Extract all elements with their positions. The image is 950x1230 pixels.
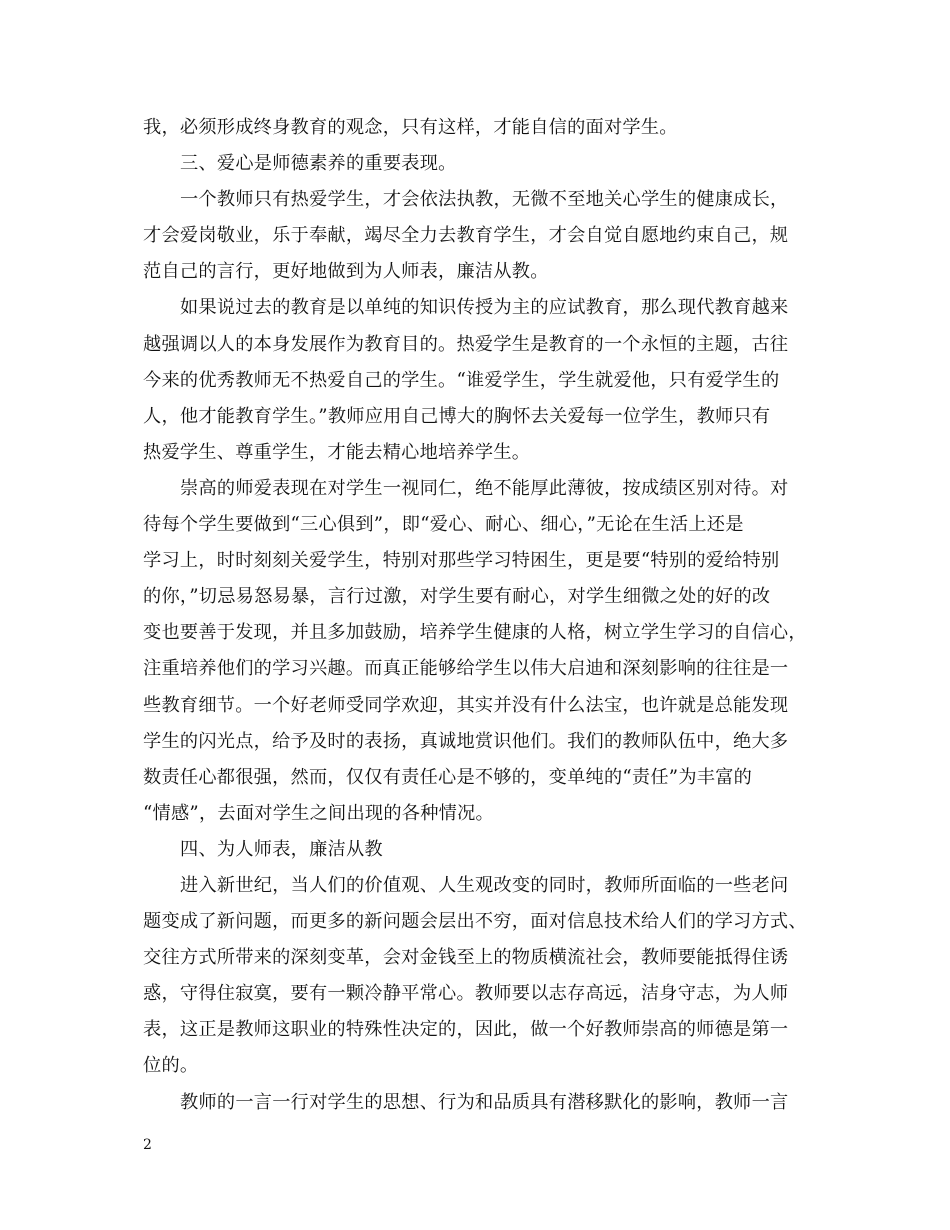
text-line: 崇高的师爱表现在对学生一视同仁，绝不能厚此薄彼，按成绩区别对待。对 bbox=[180, 477, 789, 499]
text-line: 题变成了新问题，而更多的新问题会层出不穷，面对信息技术给人们的学习方式、 bbox=[143, 911, 807, 933]
text-line: 越强调以人的本身发展作为教育目的。热爱学生是教育的一个永恒的主题，古往 bbox=[143, 333, 789, 355]
text-line: 我，必须形成终身教育的观念，只有这样，才能自信的面对学生。 bbox=[143, 117, 678, 138]
text-line: 惑，守得住寂寞，要有一颗冷静平常心。教师要以志存高远，洁身守志，为人师 bbox=[143, 983, 789, 1005]
text-line: 注重培养他们的学习兴趣。而真正能够给学生以伟大启迪和深刻影响的往往是一 bbox=[143, 658, 789, 680]
text-line: 进入新世纪，当人们的价值观、人生观改变的同时，教师所面临的一些老问 bbox=[180, 874, 789, 896]
text-line: “情感”，去面对学生之间出现的各种情况。 bbox=[143, 802, 494, 824]
text-line: 些教育细节。一个好老师受同学欢迎，其实并没有什么法宝，也许就是总能发现 bbox=[143, 694, 789, 716]
text-line: 学习上，时时刻刻关爱学生，特别对那些学习特困生，更是要“特别的爱给特别 bbox=[143, 550, 780, 572]
text-line: 位的。 bbox=[143, 1055, 199, 1077]
text-line: 的你，”切忌易怒易暴，言行过激，对学生要有耐心，对学生细微之处的好的改 bbox=[143, 586, 771, 608]
text-line: 学生的闪光点，给予及时的表扬，真诚地赏识他们。我们的教师队伍中，绝大多 bbox=[143, 730, 789, 752]
section-heading-3: 三、爱心是师德素养的重要表现。 bbox=[180, 153, 457, 175]
text-line: 交往方式所带来的深刻变革，会对金钱至上的物质横流社会，教师要能抵得住诱 bbox=[143, 947, 789, 969]
text-line: 才会爱岗敬业，乐于奉献，竭尽全力去教育学生，才会自觉自愿地约束自己，规 bbox=[143, 225, 789, 247]
text-line: 数责任心都很强，然而，仅仅有责任心是不够的，变单纯的“责任”为丰富的 bbox=[143, 766, 753, 788]
text-line: 一个教师只有热爱学生，才会依法执教，无微不至地关心学生的健康成长， bbox=[180, 189, 789, 211]
text-line: 教师的一言一行对学生的思想、行为和品质具有潜移默化的影响，教师一言 bbox=[180, 1091, 789, 1113]
text-line: 今来的优秀教师无不热爱自己的学生。“谁爱学生，学生就爱他，只有爱学生的 bbox=[143, 369, 780, 391]
body-text bbox=[143, 110, 813, 1121]
text-line: 如果说过去的教育是以单纯的知识传授为主的应试教育，那么现代教育越来 bbox=[180, 297, 789, 319]
text-line: 范自己的言行，更好地做到为人师表，廉洁从教。 bbox=[143, 261, 549, 283]
text-line: 人，他才能教育学生。”教师应用自己博大的胸怀去关爱每一位学生，教师只有 bbox=[143, 405, 771, 427]
text-line: 待每个学生要做到“三心俱到”，即“爱心、耐心、细心，”无论在生活上还是 bbox=[143, 514, 744, 536]
text-line: 表，这正是教师这职业的特殊性决定的，因此，做一个好教师崇高的师德是第一 bbox=[143, 1019, 789, 1041]
section-heading-4: 四、为人师表，廉洁从教 bbox=[180, 838, 383, 860]
text-line: 变也要善于发现，并且多加鼓励，培养学生健康的人格，树立学生学习的自信心， bbox=[143, 622, 807, 644]
page-number: 2 bbox=[143, 1137, 152, 1153]
text-line: 热爱学生、尊重学生，才能去精心地培养学生。 bbox=[143, 441, 531, 463]
